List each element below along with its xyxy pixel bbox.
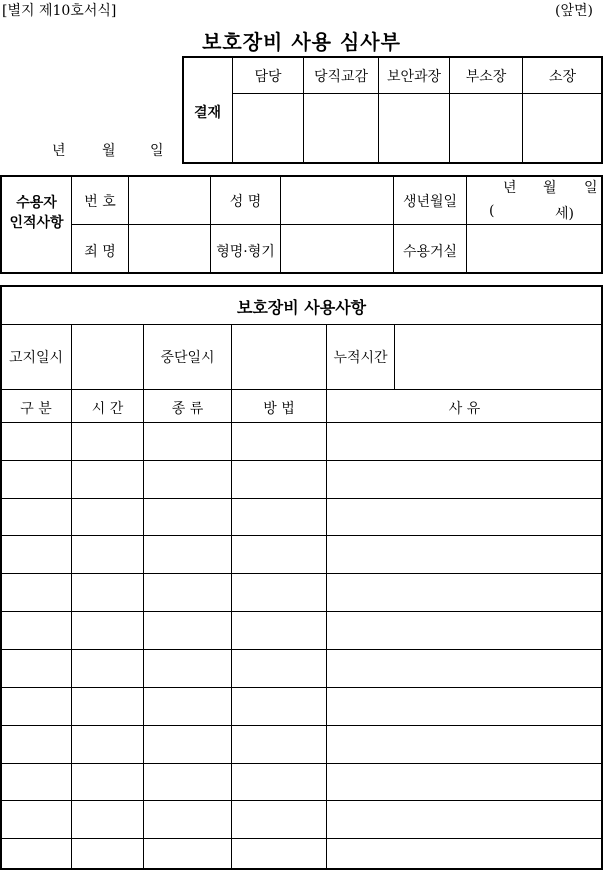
table-cell[interactable] [232,612,326,649]
label-notice-date: 고지일시 [8,350,64,366]
col-header: 구 분 [20,401,52,417]
table-cell[interactable] [1,536,71,573]
table-cell[interactable] [72,574,143,611]
age-close: 세) [555,206,574,222]
table-cell[interactable] [232,801,326,838]
table-cell[interactable] [144,536,231,573]
label-name: 성 명 [229,194,262,210]
table-cell[interactable] [232,423,326,460]
col-header: 사 유 [448,401,481,417]
label-birth: 생년월일 [402,194,458,210]
signature-slot[interactable] [450,94,522,163]
number-field[interactable] [129,176,210,224]
table-cell[interactable] [1,688,71,725]
form-number: [별지 제10호서식] [2,3,117,19]
sentence-field[interactable] [281,225,393,273]
col-header: 시 간 [91,401,124,417]
table-cell[interactable] [232,650,326,687]
table-cell[interactable] [72,612,143,649]
table-cell[interactable] [232,688,326,725]
table-cell[interactable] [144,764,231,800]
birth-month: 월 [543,180,557,196]
label-number: 번 호 [84,194,116,210]
table-cell[interactable] [232,536,326,573]
table-cell[interactable] [232,839,326,868]
table-cell[interactable] [1,764,71,800]
crime-field[interactable] [129,225,210,273]
table-cell[interactable] [72,839,143,868]
table-cell[interactable] [327,764,602,800]
birth-day: 일 [584,180,598,196]
label-crime: 죄 명 [84,244,116,260]
table-cell[interactable] [1,650,71,687]
signature-slot[interactable] [379,94,449,163]
table-cell[interactable] [327,726,602,763]
signature-slot[interactable] [304,94,378,163]
table-cell[interactable] [232,726,326,763]
table-cell[interactable] [144,839,231,868]
table-cell[interactable] [232,461,326,498]
table-cell[interactable] [1,801,71,838]
age-open: ( [489,203,495,219]
page-title: 보호장비 사용 심사부 [202,30,401,54]
table-cell[interactable] [72,764,143,800]
table-cell[interactable] [327,574,602,611]
table-cell[interactable] [72,650,143,687]
approval-date-year: 년 [52,143,66,159]
table-cell[interactable] [1,726,71,763]
notice-date-field[interactable] [72,325,143,389]
label-stop-date: 중단일시 [160,350,215,366]
table-cell[interactable] [144,423,231,460]
signature-slot[interactable] [233,94,303,163]
approval-date-month: 월 [102,143,116,159]
table-cell[interactable] [144,499,231,535]
table-cell[interactable] [232,499,326,535]
label-sentence: 형명·형기 [216,244,275,260]
col-header: 종 류 [171,401,204,417]
table-cell[interactable] [144,612,231,649]
table-cell[interactable] [232,574,326,611]
table-cell[interactable] [72,423,143,460]
name-field[interactable] [281,176,393,224]
table-cell[interactable] [72,461,143,498]
inmate-section-label: 수용자 인적사항 [9,195,64,231]
table-cell[interactable] [327,688,602,725]
total-time-field[interactable] [395,325,602,389]
table-cell[interactable] [1,461,71,498]
room-field[interactable] [467,225,602,273]
table-cell[interactable] [1,499,71,535]
table-cell[interactable] [144,726,231,763]
birth-year: 년 [503,180,517,196]
signer-label: 담당 [254,69,282,85]
table-cell[interactable] [72,726,143,763]
approval-label: 결재 [193,105,222,121]
table-cell[interactable] [144,650,231,687]
table-cell[interactable] [327,536,602,573]
label-total-time: 누적시간 [333,350,388,366]
table-cell[interactable] [144,461,231,498]
signature-slot[interactable] [523,94,602,163]
table-cell[interactable] [1,423,71,460]
stop-date-field[interactable] [232,325,326,389]
table-cell[interactable] [72,688,143,725]
table-cell[interactable] [72,801,143,838]
table-cell[interactable] [1,839,71,868]
signer-label: 당직교감 [313,69,369,85]
table-cell[interactable] [72,499,143,535]
table-cell[interactable] [144,574,231,611]
page-side-label: (앞면) [555,3,593,19]
usage-divider [1,389,602,390]
table-cell[interactable] [232,764,326,800]
table-cell[interactable] [327,801,602,838]
signer-label: 보안과장 [386,69,442,85]
table-cell[interactable] [327,612,602,649]
table-cell[interactable] [144,688,231,725]
table-cell[interactable] [327,839,602,868]
signer-label: 부소장 [465,69,507,85]
table-cell[interactable] [1,574,71,611]
table-cell[interactable] [327,650,602,687]
table-cell[interactable] [144,801,231,838]
table-cell[interactable] [1,612,71,649]
label-room: 수용거실 [402,244,458,260]
table-cell[interactable] [72,536,143,573]
signer-label: 소장 [548,69,577,85]
usage-title: 보호장비 사용사항 [236,298,367,317]
table-cell[interactable] [327,499,602,535]
table-cell[interactable] [327,423,602,460]
col-header: 방 법 [263,401,295,417]
table-cell[interactable] [327,461,602,498]
approval-date-day: 일 [150,143,164,159]
